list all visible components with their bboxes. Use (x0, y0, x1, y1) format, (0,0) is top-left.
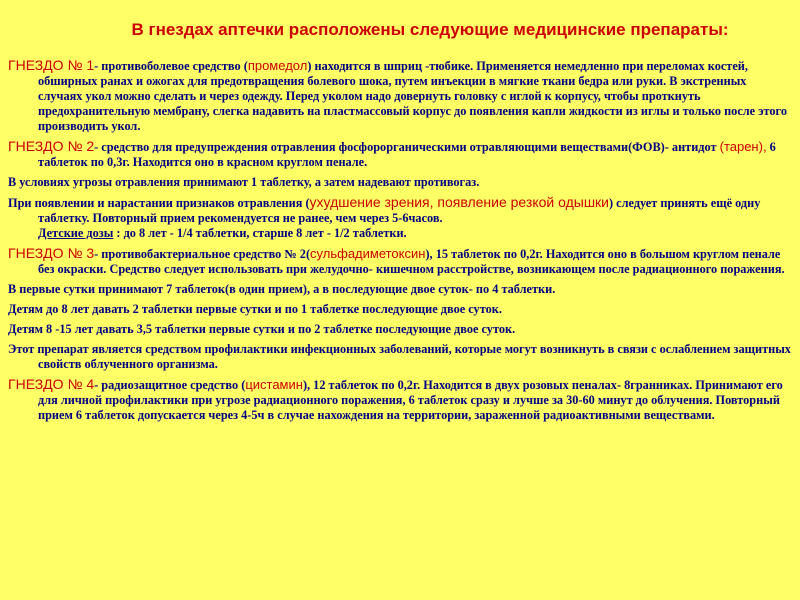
page-title: В гнездах аптечки расположены следующие медицинские препараты: (131, 20, 729, 39)
nest-2-text-b: 6 таблеток по 0,3г. Находится оно в красном круглом пенале. (38, 140, 776, 169)
nest-2-heading: ГНЕЗДО № 2 (8, 138, 95, 154)
paragraph-nest-1 (8, 58, 792, 134)
nest-3-text-b: ), 15 таблеток по 0,2г. Находится оно в большом круглом пенале без окраски. Средство следует использовать при желудочно- кишечном расстройстве, возникающем после радиационного поражения. (38, 247, 785, 276)
symptoms-highlight: ухудшение зрения, появление резкой одышки (309, 194, 609, 210)
paragraph-nest-4 (8, 377, 792, 423)
nest-1-drug: промедол (247, 58, 308, 73)
paragraph-nest-3 (8, 246, 792, 277)
paragraph-children-under-8: Детям до 8 лет давать 2 таблетки первые сутки и по 1 таблетке последующие двое суток. (8, 302, 502, 316)
nest-4-drug: цистамин (245, 377, 303, 392)
nest-4-text-a: - радиозащитное средство ( (94, 378, 246, 392)
nest-3-heading: ГНЕЗДО № 3 (8, 245, 95, 261)
nest-1-heading: ГНЕЗДО № 1 (8, 57, 95, 73)
paragraph-threat-dose: В условиях угрозы отравления принимают 1 таблетку, а затем надевают противогаз. (8, 175, 480, 189)
nest-2-drug: (тарен), (719, 139, 767, 154)
nest-4-heading: ГНЕЗДО № 4 (8, 376, 95, 392)
document-body (8, 58, 792, 428)
paragraph-children-8-15: Детям 8 -15 лет давать 3,5 таблетки первые сутки и по 2 таблетке последующие двое суток. (8, 322, 516, 336)
child-doses-label: Детские дозы (38, 226, 114, 240)
paragraph-nest-2 (8, 139, 792, 170)
nest-3-drug: сульфадиметоксин (310, 246, 426, 261)
nest-1-text-a: - противоболевое средство ( (94, 59, 248, 73)
nest-4-text-b: ), 12 таблеток по 0,2г. Находится в двух розовых пеналах- 8гранниках. Принимают его для личной профилактики при угрозе радиационного поражения, 6 таблеток сразу и лучше за 30-60 минут до облучения. Повторный прием 6 таблеток допускается через 4-5ч в случае нахождения на территории, зараженной радиоактивными веществами. (38, 378, 783, 422)
nest-2-text-a: - средство для предупреждения отравления фосфорорганическими отравляющими веществами(ФОВ)- антидот (94, 140, 720, 154)
nest-1-text-b: ) находится в шприц -тюбике. Применяется немедленно при переломах костей, обширных ранах и ожогах для предотвращения болевого шока, путем инъекции в мягкие ткани бедра или руки. В экстренных случаях укол можно сделать и через одежду. Перед уколом надо довернуть головку с иглой к корпусу, чтобы проткнуть предохранительную мембрану, слегка надавить на пластмассовый корпус до появления капли жидкости из иглы и только после этого производить укол. (38, 59, 787, 133)
paragraph-symptoms (8, 195, 792, 241)
paragraph-prophylaxis: Этот препарат является средством профилактики инфекционных заболеваний, которые могут возникнуть в связи с ослаблением защитных свойств облученного организма. (8, 342, 791, 371)
symptoms-text-a: При появлении и нарастании признаков отравления ( (8, 196, 310, 210)
symptoms-text-b: ) следует принять ещё одну таблетку. Повторный прием рекомендуется не ранее, чем через 5-6часов. (38, 196, 761, 225)
paragraph-first-day-dose: В первые сутки принимают 7 таблеток(в один прием), а в последующие двое суток- по 4 таблетки. (8, 282, 556, 296)
nest-3-text-a: - противобактериальное средство № 2( (94, 247, 311, 261)
child-doses-text: : до 8 лет - 1/4 таблетки, старше 8 лет - 1/2 таблетки. (113, 226, 407, 240)
